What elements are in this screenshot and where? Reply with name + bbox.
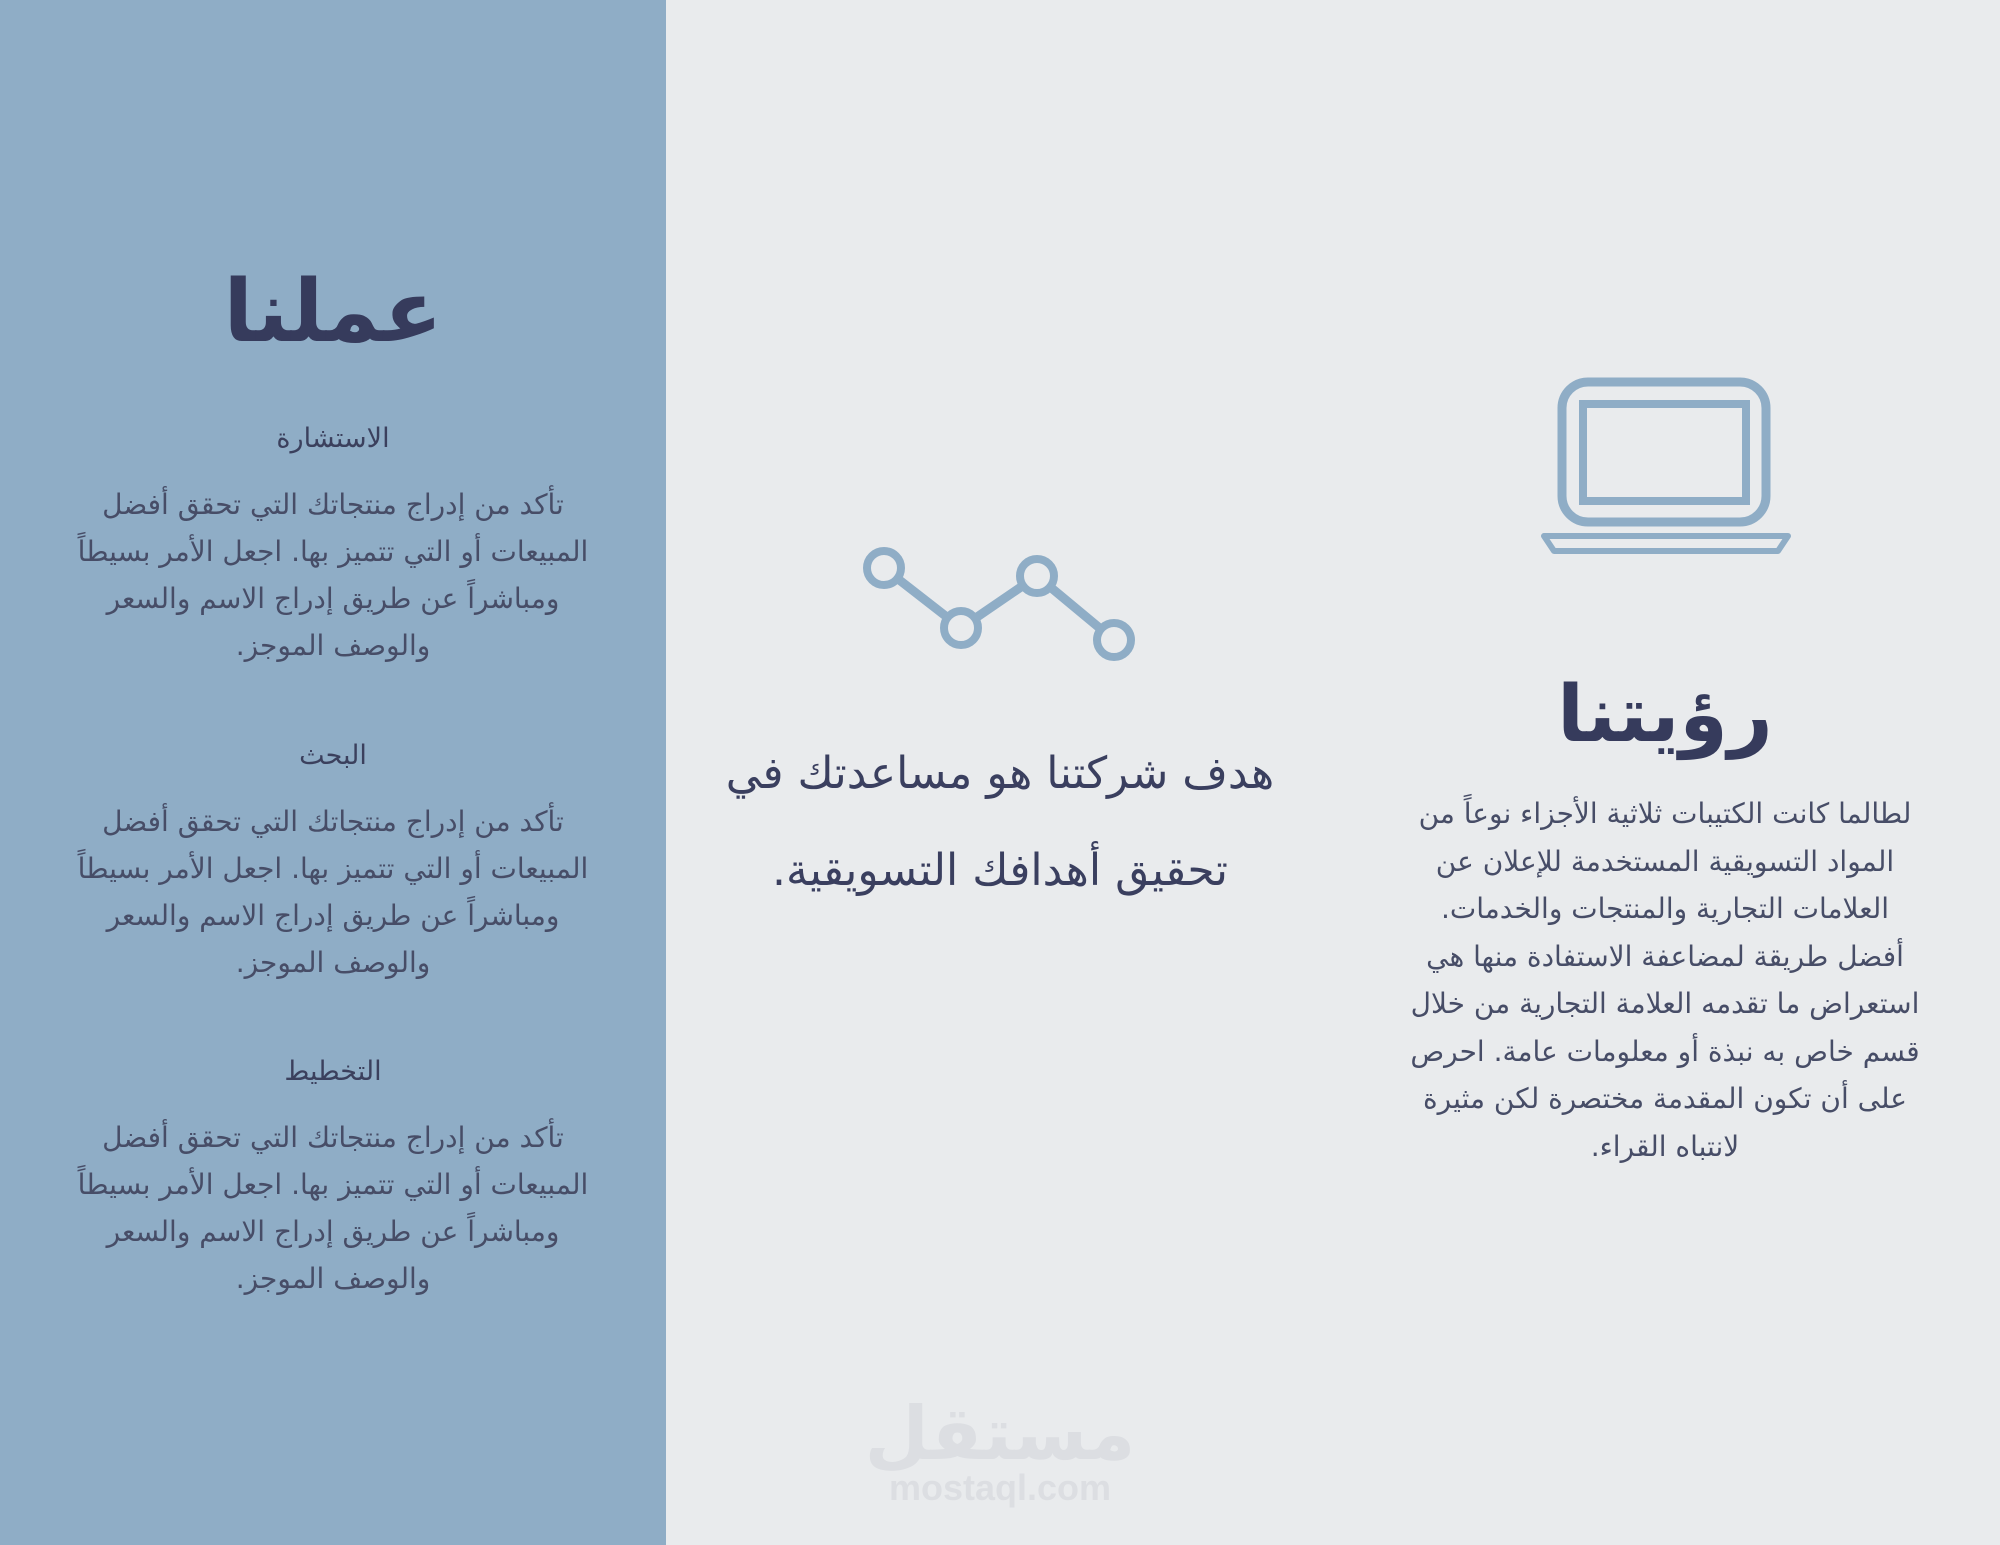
service-consulting [70, 421, 596, 669]
our-vision-title: رؤيتنا [1557, 670, 1773, 760]
line-chart-icon [860, 545, 1140, 665]
service-heading: التخطيط [284, 1056, 382, 1087]
service-description: تأكد من إدراج منتجاتك التي تحقق أفضل المبيعات أو التي تتميز بها. اجعل الأمر بسيطاً ومباشراً عن طريق إدراج الاسم والسعر والوصف الموجز. [77, 1121, 589, 1295]
service-heading: الاستشارة [276, 423, 390, 454]
our-work-title: عملنا [223, 262, 443, 362]
laptop-icon [1538, 375, 1794, 557]
watermark [860, 1392, 1140, 1508]
service-heading: البحث [299, 740, 367, 771]
left-panel [0, 0, 666, 1545]
vision-description: لطالما كانت الكتيبات ثلاثية الأجزاء نوعاً من المواد التسويقية المستخدمة للإعلان عن العلامات التجارية والمنتجات والخدمات. أفضل طريقة لمضاعفة الاستفادة منها هي استعراض ما تقدمه العلامة التجارية من خلال قسم خاص به نبذة أو معلومات عامة. احرص على أن تكون المقدمة مختصرة لكن مثيرة لانتباه القراء. [1410, 797, 1920, 1163]
service-planning [70, 1054, 596, 1302]
mission-statement: هدف شركتنا هو مساعدتك في تحقيق أهدافك التسويقية. [725, 748, 1275, 896]
service-research [70, 738, 596, 986]
service-description: تأكد من إدراج منتجاتك التي تحقق أفضل المبيعات أو التي تتميز بها. اجعل الأمر بسيطاً ومباشراً عن طريق إدراج الاسم والسعر والوصف الموجز. [77, 805, 589, 979]
watermark-latin: mostaql.com [888, 1467, 1112, 1508]
service-description: تأكد من إدراج منتجاتك التي تحقق أفضل المبيعات أو التي تتميز بها. اجعل الأمر بسيطاً ومباشراً عن طريق إدراج الاسم والسعر والوصف الموجز. [77, 488, 589, 662]
watermark-arabic: مستقل [864, 1391, 1136, 1477]
